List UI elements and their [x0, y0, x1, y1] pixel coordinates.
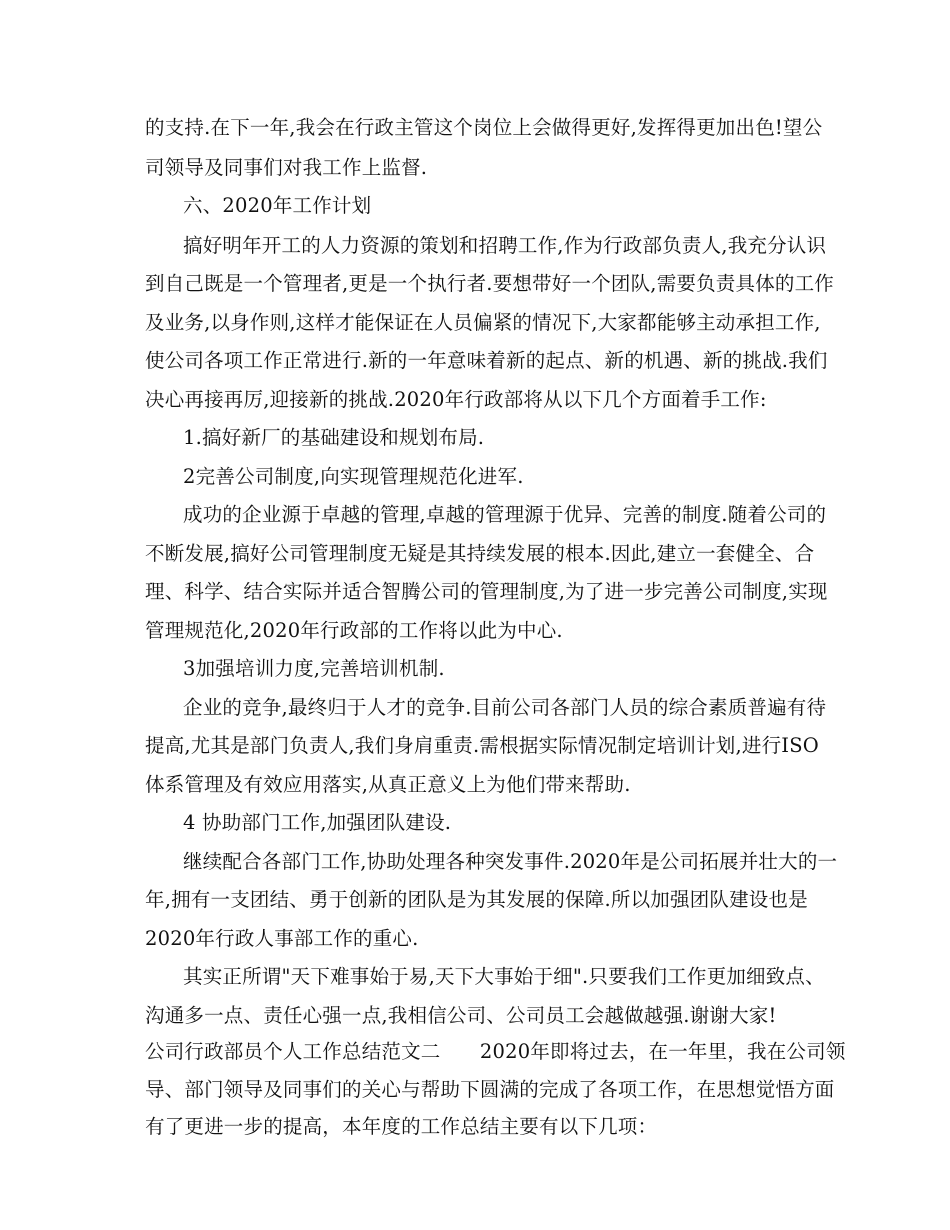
text-line: 有了更进一步的提高，本年度的工作总结主要有以下几项： — [145, 1115, 658, 1138]
text-line: 提高,尤其是部门负责人,我们身肩重责.需根据实际情况制定培训计划,进行ISO — [145, 734, 819, 757]
text-line: 到自己既是一个管理者,更是一个执行者.要想带好一个团队,需要负责具体的工作 — [145, 272, 834, 295]
list-item: 3加强培训力度,完善培训机制. — [183, 657, 445, 680]
section-heading: 六、2020年工作计划 — [183, 194, 372, 217]
list-item: 4 协助部门工作,加强团队建设. — [183, 811, 452, 834]
text-line: 企业的竞争,最终归于人才的竞争.目前公司各部门人员的综合素质普遍有待 — [183, 696, 827, 719]
text-line: 导、部门领导及同事们的关心与帮助下圆满的完成了各项工作，在思想觉悟方面 — [145, 1078, 835, 1101]
text-line: 搞好明年开工的人力资源的策划和招聘工作,作为行政部负责人,我充分认识 — [183, 234, 827, 257]
text-line: 及业务,以身作则,这样才能保证在人员偏紧的情况下,大家都能够主动承担工作, — [145, 311, 821, 334]
text-line: 决心再接再厉,迎接新的挑战.2020年行政部将从以下几个方面着手工作: — [145, 388, 767, 411]
text-line: 公司行政部员个人工作总结范文二 2020年即将过去，在一年里，我在公司领 — [145, 1040, 846, 1063]
text-line: 不断发展,搞好公司管理制度无疑是其持续发展的根本.因此,建立一套健全、合 — [145, 542, 815, 565]
text-line: 年,拥有一支团结、勇于创新的团队是为其发展的保障.所以加强团队建设也是 — [145, 888, 808, 911]
list-item: 2完善公司制度,向实现管理规范化进军. — [183, 465, 524, 488]
text-line: 沟通多一点、责任心强一点,我相信公司、公司员工会越做越强.谢谢大家! — [145, 1004, 777, 1027]
text-line: 使公司各项工作正常进行.新的一年意味着新的起点、新的机遇、新的挑战.我们 — [145, 349, 828, 372]
text-line: 理、科学、结合实际并适合智腾公司的管理制度,为了进一步完善公司制度,实现 — [145, 580, 828, 603]
text-line: 成功的企业源于卓越的管理,卓越的管理源于优异、完善的制度.随着公司的 — [183, 503, 827, 526]
list-item: 1.搞好新厂的基础建设和规划布局. — [183, 426, 485, 449]
text-line: 司领导及同事们对我工作上监督. — [145, 156, 428, 179]
text-line: 的支持.在下一年,我会在行政主管这个岗位上会做得更好,发挥得更加出色!望公 — [145, 116, 823, 139]
text-line: 体系管理及有效应用落实,从真正意义上为他们带来帮助. — [145, 773, 631, 796]
text-line: 其实正所谓"天下难事始于易,天下大事始于细".只要我们工作更加细致点、 — [183, 965, 825, 988]
text-line: 2020年行政人事部工作的重心. — [145, 927, 419, 950]
text-line: 管理规范化,2020年行政部的工作将以此为中心. — [145, 619, 563, 642]
text-line: 继续配合各部门工作,协助处理各种突发事件.2020年是公司拓展并壮大的一 — [183, 850, 838, 873]
